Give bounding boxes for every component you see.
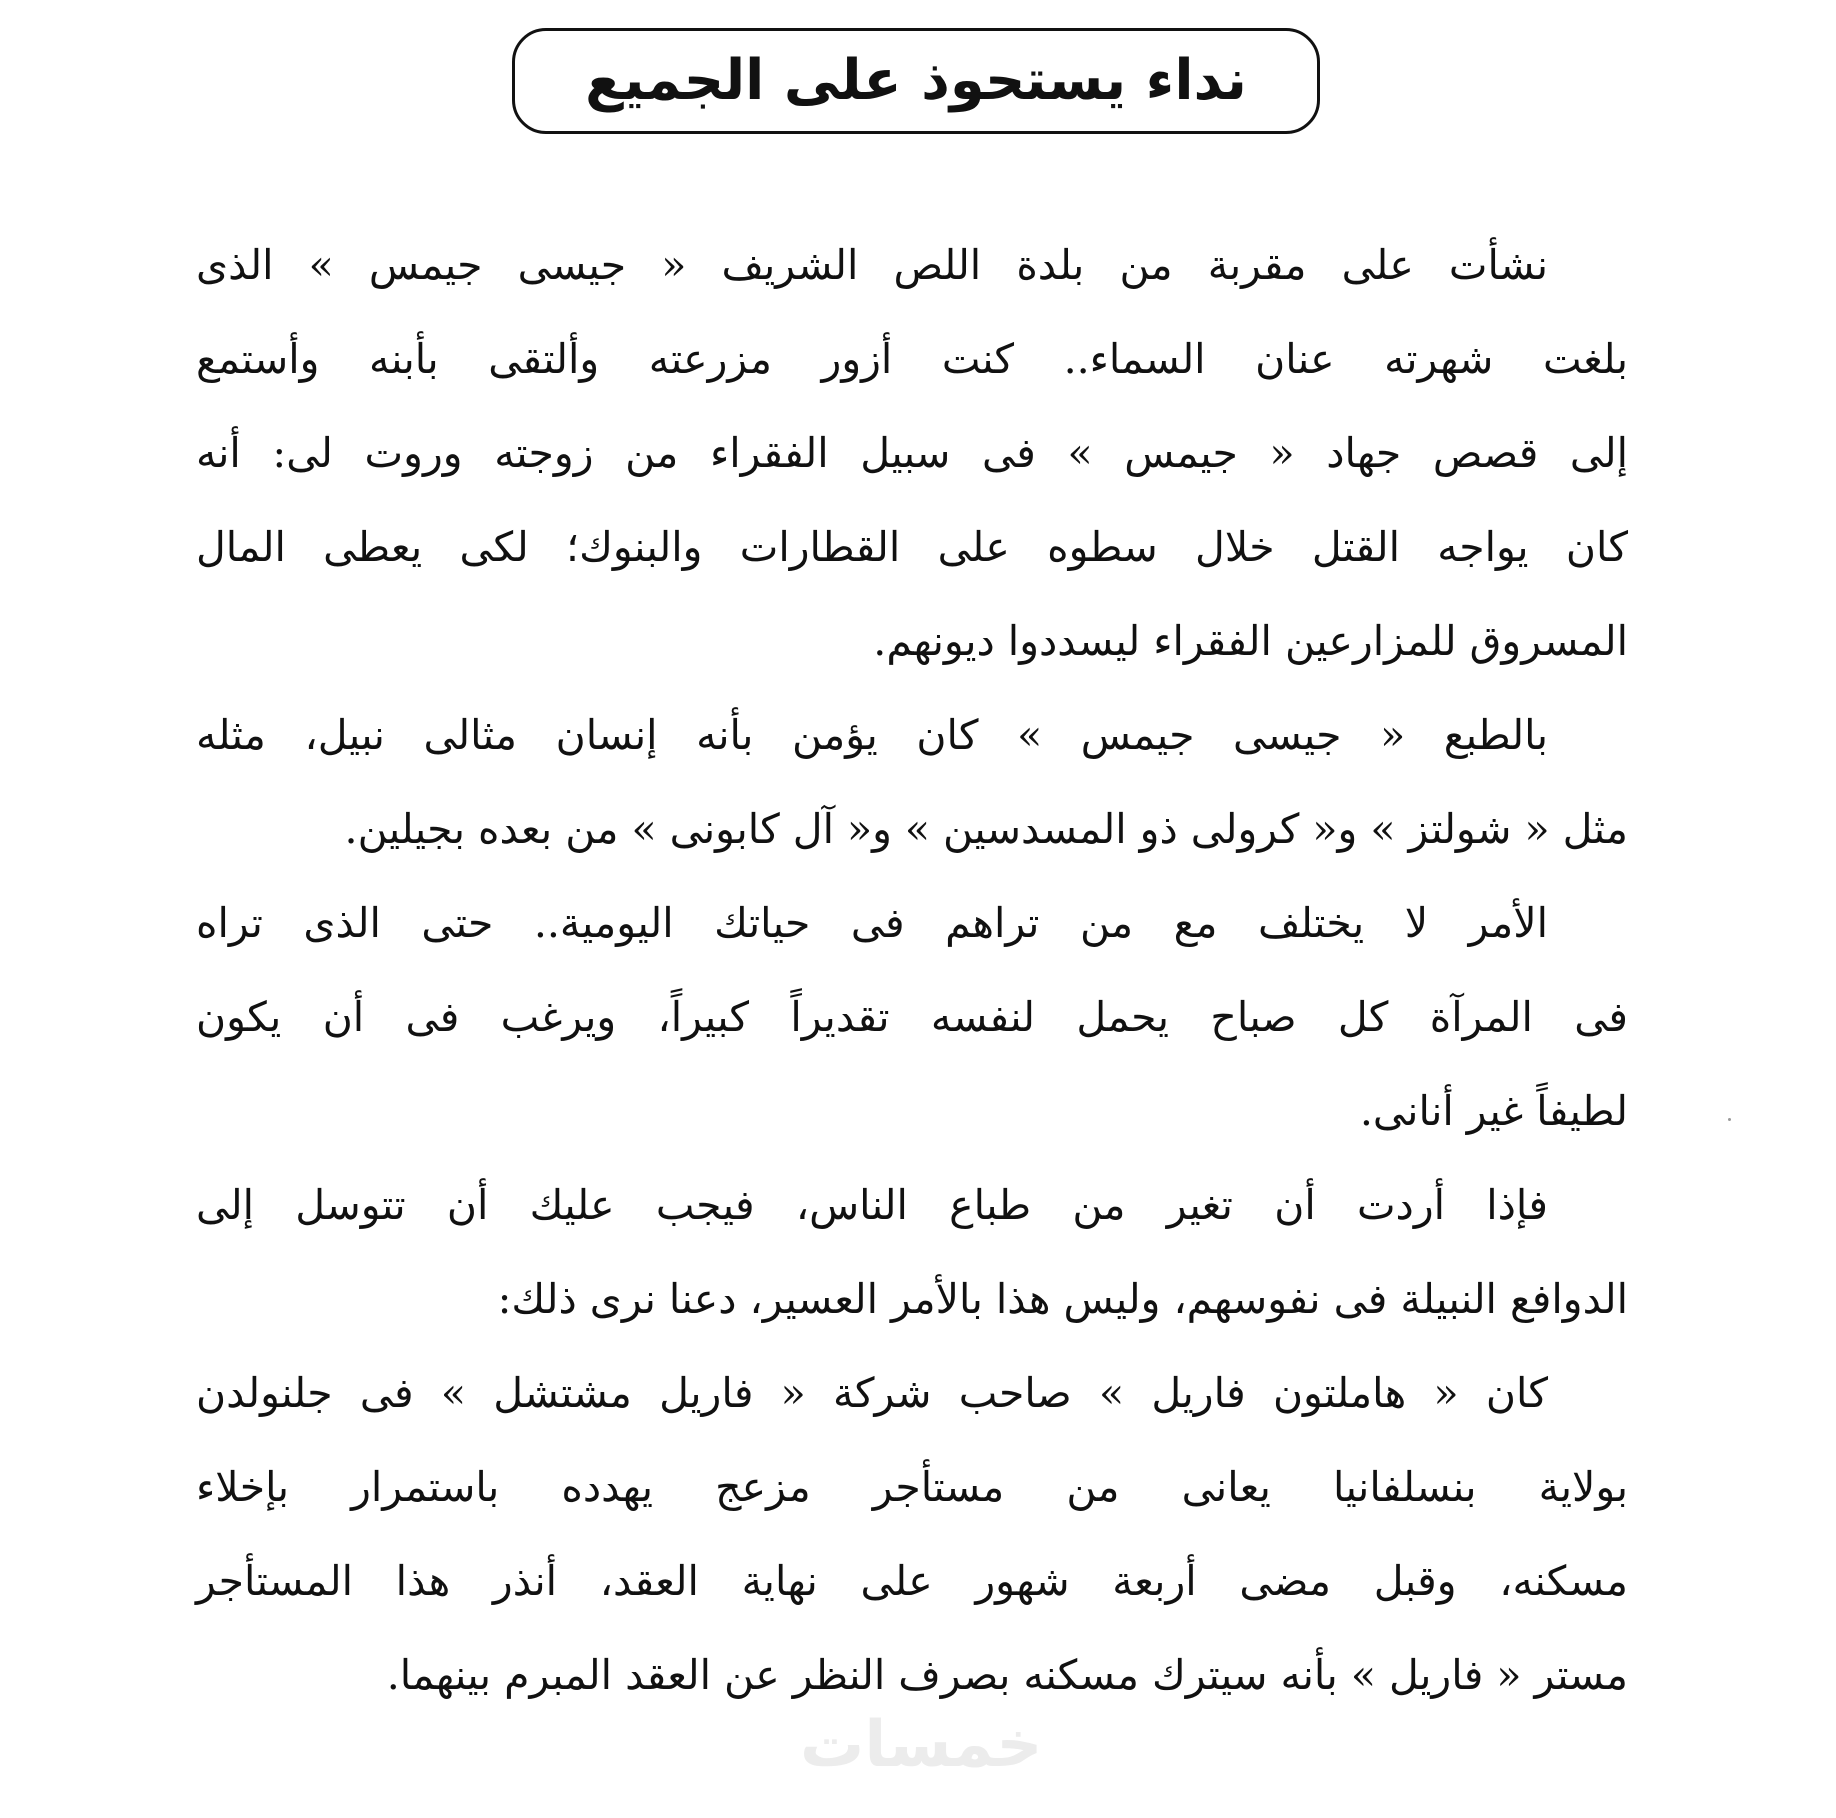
paragraph-2 bbox=[196, 688, 1628, 876]
scan-speck bbox=[1728, 1118, 1731, 1121]
text-line: كان « هاملتون فاريل » صاحب شركة « فاريل مشتشل » فى جلنولدن bbox=[196, 1369, 1548, 1417]
page-title: نداء يستحوذ على الجميع bbox=[585, 48, 1247, 113]
paragraph-4 bbox=[196, 1158, 1628, 1346]
text-line: نشأت على مقربة من بلدة اللص الشريف « جيسى جيمس » الذى bbox=[196, 241, 1548, 289]
text-line: الأمر لا يختلف مع من تراهم فى حياتك اليومية.. حتى الذى تراه bbox=[196, 899, 1548, 947]
text-line: بولاية بنسلفانيا يعانى من مستأجر مزعج يهدده باستمرار بإخلاء bbox=[196, 1463, 1628, 1511]
text-line: فإذا أردت أن تغير من طباع الناس، فيجب عليك أن تتوسل إلى bbox=[196, 1181, 1548, 1229]
text-line: مثل « شولتز » و« كرولى ذو المسدسين » و« آل كابونى » من بعده بجيلين. bbox=[344, 805, 1628, 853]
text-line: فى المرآة كل صباح يحمل لنفسه تقديراً كبيراً، ويرغب فى أن يكون bbox=[196, 993, 1628, 1041]
text-line: بلغت شهرته عنان السماء.. كنت أزور مزرعته وألتقى بأبنه وأستمع bbox=[196, 335, 1628, 383]
text-line: المسروق للمزارعين الفقراء ليسددوا ديونهم. bbox=[873, 617, 1628, 665]
body-text bbox=[196, 218, 1628, 1722]
text-line: إلى قصص جهاد « جيمس » فى سبيل الفقراء من زوجته وروت لى: أنه bbox=[196, 429, 1628, 477]
title-frame bbox=[512, 28, 1320, 134]
text-line: كان يواجه القتل خلال سطوه على القطارات والبنوك؛ لكى يعطى المال bbox=[196, 523, 1628, 571]
text-line: لطيفاً غير أنانى. bbox=[1359, 1087, 1628, 1135]
text-line: مسكنه، وقبل مضى أربعة شهور على نهاية العقد، أنذر هذا المستأجر bbox=[196, 1557, 1628, 1605]
text-line: مستر « فاريل » بأنه سيترك مسكنه بصرف النظر عن العقد المبرم بينهما. bbox=[386, 1651, 1628, 1699]
watermark: خمسات bbox=[800, 1708, 1043, 1782]
paragraph-1 bbox=[196, 218, 1628, 688]
text-line: الدوافع النبيلة فى نفوسهم، وليس هذا بالأمر العسير، دعنا نرى ذلك: bbox=[497, 1275, 1628, 1323]
paragraph-3 bbox=[196, 876, 1628, 1158]
paragraph-5 bbox=[196, 1346, 1628, 1722]
text-line: بالطبع « جيسى جيمس » كان يؤمن بأنه إنسان مثالى نبيل، مثله bbox=[196, 711, 1548, 759]
